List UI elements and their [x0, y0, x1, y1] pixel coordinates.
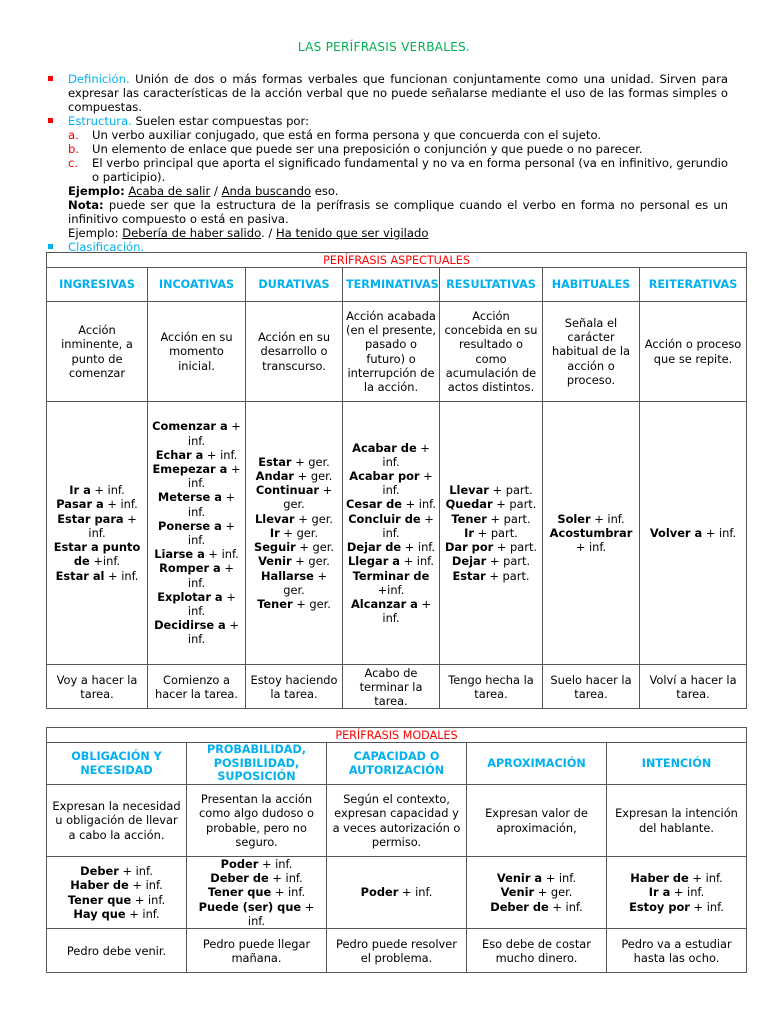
- example-cell: Comienzo a hacer la tarea.: [148, 665, 246, 709]
- structure-point-a: a. Un verbo auxiliar conjugado, que está en forma persona y que concuerda con el sujeto.: [68, 128, 602, 142]
- intro-section: [48, 72, 728, 254]
- column-header: INGRESIVAS: [47, 268, 148, 302]
- definition-cell: Acción concebida en su resultado o como acumulación de actos distintos.: [440, 302, 543, 402]
- definition-cell: Acción o proceso que se repite.: [640, 302, 747, 402]
- example-cell: Volví a hacer la tarea.: [640, 665, 747, 709]
- table-caption: PERÍFRASIS ASPECTUALES: [47, 253, 747, 268]
- example-cell: Estoy haciendo la tarea.: [246, 665, 343, 709]
- bullet-icon: [48, 118, 53, 123]
- forms-cell: Soler + inf. Acostumbrar + inf.: [543, 402, 640, 665]
- structure-point-c: c. El verbo principal que aporta el significado fundamental y no va en forma personal (va en infinitivo, gerundio o participio).: [68, 156, 728, 184]
- structure-label: Estructura.: [68, 114, 132, 128]
- note-line: Nota: puede ser que la estructura de la perífrasis se complique cuando el verbo en forma no personal es un infinitivo compuesto o está en pasiva.: [68, 198, 729, 226]
- example-cell: Tengo hecha la tarea.: [440, 665, 543, 709]
- definition-cell: Acción acabada (en el presente, pasado o futuro) o interrupción de la acción.: [343, 302, 440, 402]
- modal-table: [46, 727, 747, 973]
- classification-label: Clasificación.: [68, 240, 145, 254]
- column-header: OBLIGACIÓN Y NECESIDAD: [47, 743, 187, 785]
- aspectual-table: [46, 252, 747, 709]
- bullet-icon: [48, 76, 53, 81]
- forms-cell: Ir a + inf. Pasar a + inf. Estar para + inf. Estar a punto de +inf. Estar al + inf.: [47, 402, 148, 665]
- column-header: DURATIVAS: [246, 268, 343, 302]
- example-line: Ejemplo: Acaba de salir / Anda buscando eso.: [68, 184, 339, 198]
- forms-cell: Deber + inf. Haber de + inf. Tener que + inf. Hay que + inf.: [47, 857, 187, 929]
- definition-cell: Presentan la acción como algo dudoso o probable, pero no seguro.: [187, 785, 327, 857]
- forms-cell: Llevar + part. Quedar + part. Tener + part. Ir + part. Dar por + part. Dejar + part. Estar + part.: [440, 402, 543, 665]
- definition-cell: Acción en su momento inicial.: [148, 302, 246, 402]
- definition-text: Unión de dos o más formas verbales que funcionan conjuntamente como una unidad. Sirven para expresar las características de la acción verbal que no puede señalarse mediante el uso de las formas simples o compuestas.: [68, 72, 729, 114]
- column-header: APROXIMACIÓN: [467, 743, 607, 785]
- forms-cell: Estar + ger. Andar + ger. Continuar + ger. Llevar + ger. Ir + ger. Seguir + ger. Venir + ger. Hallarse + ger. Tener + ger.: [246, 402, 343, 665]
- example2-line: Ejemplo: Debería de haber salido. / Ha tenido que ser vigilado: [68, 226, 429, 240]
- column-header: RESULTATIVAS: [440, 268, 543, 302]
- forms-cell: Haber de + inf. Ir a + inf. Estoy por + inf.: [607, 857, 747, 929]
- forms-cell: Volver a + inf.: [640, 402, 747, 665]
- forms-cell: Comenzar a + inf. Echar a + inf. Emepezar a + inf. Meterse a + inf. Ponerse a + inf. Liarse a + inf. Romper a + inf. Explotar a + inf. Decidirse a + inf.: [148, 402, 246, 665]
- forms-cell: Poder + inf.: [327, 857, 467, 929]
- example-cell: Pedro debe venir.: [47, 929, 187, 973]
- definition-cell: Acción inminente, a punto de comenzar: [47, 302, 148, 402]
- structure-point-b: b. Un elemento de enlace que puede ser una preposición o conjunción y que puede o no parecer.: [68, 142, 643, 156]
- example-cell: Pedro puede resolver el problema.: [327, 929, 467, 973]
- bullet-icon: [48, 244, 53, 249]
- page-title: LAS PERÍFRASIS VERBALES.: [297, 40, 471, 54]
- column-header: PROBABILIDAD, POSIBILIDAD, SUPOSICIÓN: [187, 743, 327, 785]
- column-header: HABITUALES: [543, 268, 640, 302]
- example-cell: Acabo de terminar la tarea.: [343, 665, 440, 709]
- definition-cell: Expresan la intención del hablante.: [607, 785, 747, 857]
- definition-cell: Expresan valor de aproximación,: [467, 785, 607, 857]
- structure-item: [48, 114, 728, 128]
- definition-cell: Acción en su desarrollo o transcurso.: [246, 302, 343, 402]
- definition-item: [48, 72, 728, 114]
- column-header: REITERATIVAS: [640, 268, 747, 302]
- forms-cell: Acabar de + inf. Acabar por + inf. Cesar de + inf. Concluir de + inf. Dejar de + inf. Llegar a + inf. Terminar de +inf. Alcanzar a + inf.: [343, 402, 440, 665]
- example-cell: Suelo hacer la tarea.: [543, 665, 640, 709]
- example-cell: Pedro puede llegar mañana.: [187, 929, 327, 973]
- column-header: TERMINATIVAS: [343, 268, 440, 302]
- table-caption: PERÍFRASIS MODALES: [47, 728, 747, 743]
- example-cell: Eso debe de costar mucho dinero.: [467, 929, 607, 973]
- definition-cell: Según el contexto, expresan capacidad y a veces autorización o permiso.: [327, 785, 467, 857]
- definition-cell: Expresan la necesidad u obligación de llevar a cabo la acción.: [47, 785, 187, 857]
- column-header: CAPACIDAD O AUTORIZACIÓN: [327, 743, 467, 785]
- structure-text: Suelen estar compuestas por:: [135, 114, 309, 128]
- column-header: INTENCIÓN: [607, 743, 747, 785]
- column-header: INCOATIVAS: [148, 268, 246, 302]
- forms-cell: Poder + inf. Deber de + inf. Tener que + inf. Puede (ser) que + inf.: [187, 857, 327, 929]
- example-cell: Voy a hacer la tarea.: [47, 665, 148, 709]
- forms-cell: Venir a + inf. Venir + ger. Deber de + inf.: [467, 857, 607, 929]
- definition-label: Definición.: [68, 72, 130, 86]
- definition-cell: Señala el carácter habitual de la acción o proceso.: [543, 302, 640, 402]
- example-cell: Pedro va a estudiar hasta las ocho.: [607, 929, 747, 973]
